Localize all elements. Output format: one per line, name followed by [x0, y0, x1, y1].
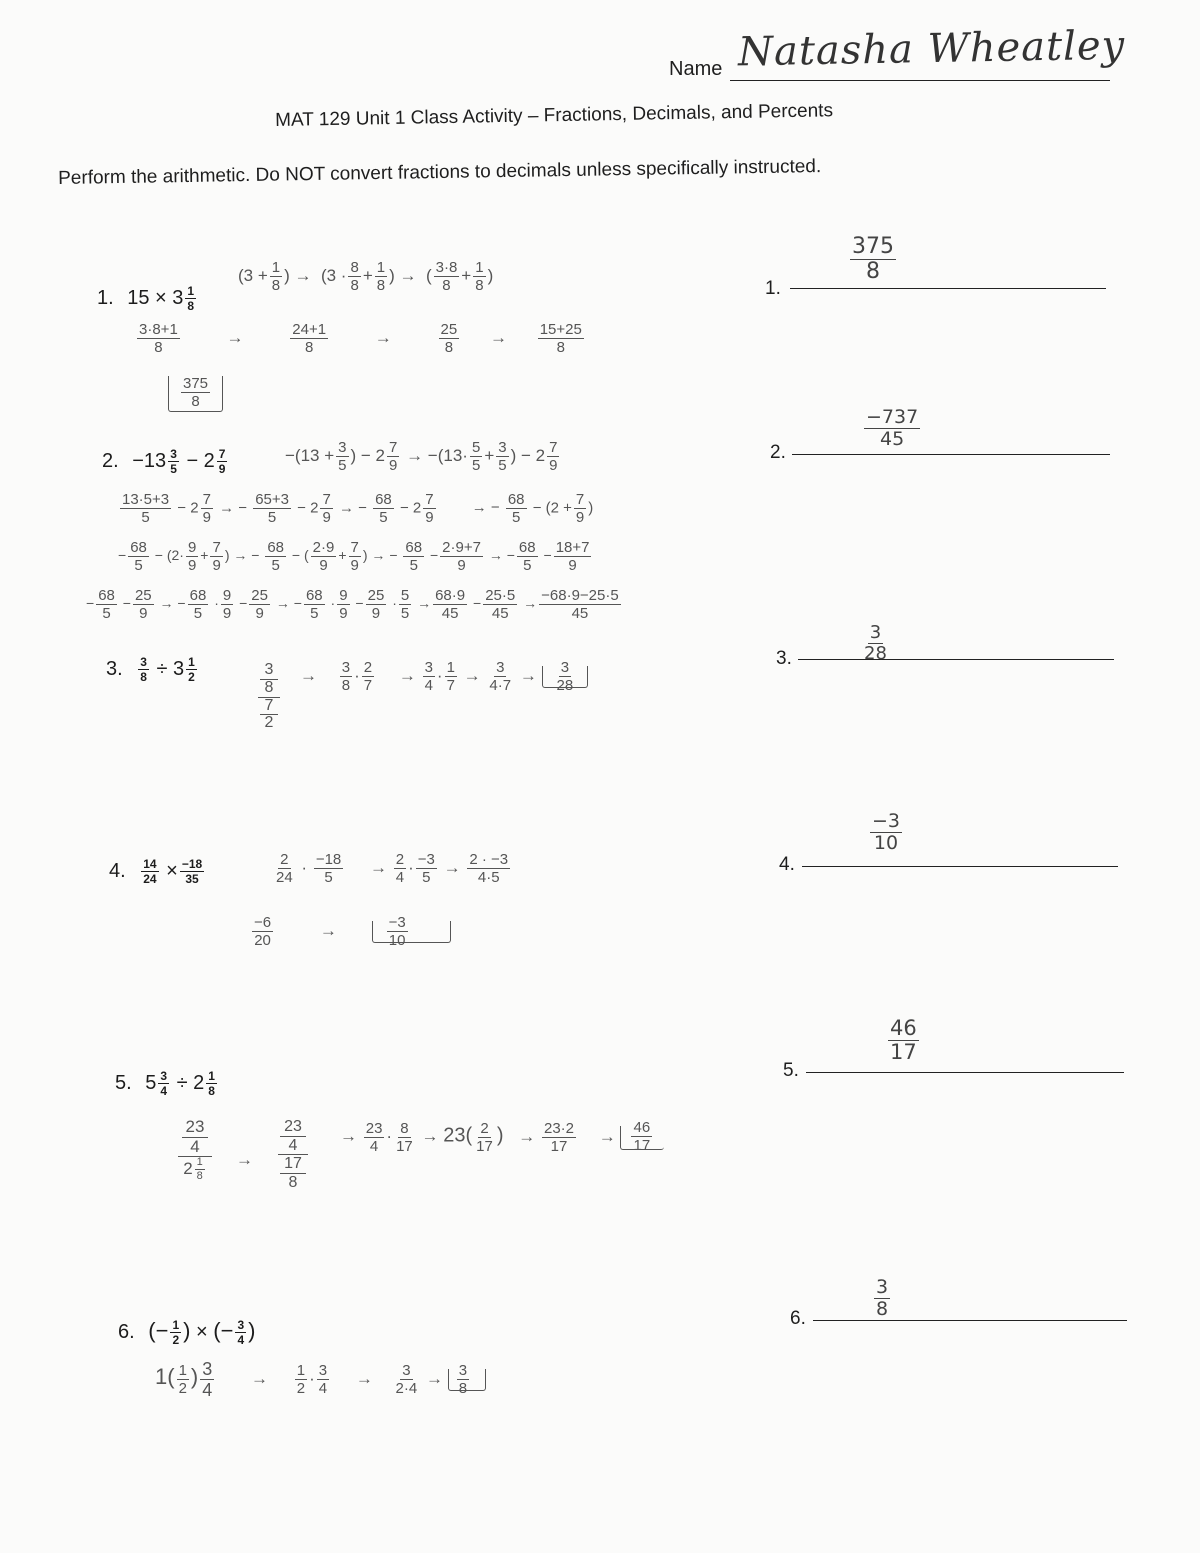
- work-line: 1( $\frac{1}{2}$ ) $\frac{3}{4}$ → $\frac{1}{2}$ · $\frac{3}{4}$ → $\frac{3}{2\cdot 4}$ → $\frac{3}{8}$: [155, 1360, 486, 1399]
- answer-value: $\frac{-3}{10}$: [872, 810, 901, 854]
- expression: 5 $\frac{3}{4}$ ÷ 2 $\frac{1}{8}$: [145, 1069, 215, 1098]
- answer-line: [813, 1320, 1127, 1321]
- expression: $\frac{3}{8}$ ÷ 3 $\frac{1}{2}$: [140, 655, 195, 684]
- problem-number: 3.: [106, 657, 123, 680]
- problem-1: [97, 285, 198, 312]
- work-line: − $\frac{68}{5}$ − $\frac{25}{9}$ → − $\frac{68}{5}$ · $\frac{9}{9}$ − $\frac{25}{9}$ → − $\frac{68}{5}$ · $\frac{9}{9}$ − $\frac{25}{9}$ · $\frac{5}{5}$ → $\frac{68\cdot 9}{45}$ − $\frac{25\cdot 5}{45}$ → $\frac{-68\cdot 9-25\cdot 5}{45}$: [86, 587, 619, 622]
- answer-label: 3.: [776, 648, 792, 669]
- answer-value: $\frac{3}{28}$: [864, 622, 887, 664]
- answer-value: $\frac{375}{8}$: [852, 234, 894, 284]
- expression: (− $\frac{1}{2}$ ) × (− $\frac{3}{4}$ ): [148, 1318, 256, 1348]
- work-line: $\frac{13\cdot 5+3}{5}$ − 2 $\frac{7}{9}$ → − $\frac{65+3}{5}$ − 2 $\frac{7}{9}$ → − $\frac{68}{5}$ − 2 $\frac{7}{9}$ → − $\frac{68}{5}$ − (2 + $\frac{7}{9}$ ): [122, 491, 594, 526]
- student-name: Natasha Wheatley: [737, 22, 1126, 76]
- answer-line: [798, 659, 1114, 660]
- worksheet-title: MAT 129 Unit 1 Class Activity – Fractions, Decimals, and Percents: [275, 100, 834, 131]
- work-line: $\frac{-6}{20}$ → $\frac{-3}{10}$: [250, 915, 451, 948]
- name-label: Name: [669, 58, 723, 80]
- answer-line: [806, 1072, 1124, 1073]
- boxed-answer: $\frac{375}{8}$: [168, 376, 223, 412]
- answer-label: 5.: [783, 1060, 799, 1081]
- expression: −13 $\frac{3}{5}$ − 2 $\frac{7}{9}$: [132, 447, 226, 476]
- problem-2: [102, 448, 229, 475]
- problem-number: 4.: [109, 859, 126, 882]
- instructions: Perform the arithmetic. Do NOT convert fractions to decimals unless specifically instructed.: [58, 156, 822, 189]
- work-line: (3 + $\frac{1}{8}$ ) → (3 · $\frac{8}{8}$ + $\frac{1}{8}$ ) → ( $\frac{3\cdot 8}{8}$ + $\frac{1}{8}$ ): [238, 259, 494, 294]
- problem-number: 5.: [115, 1071, 132, 1094]
- arrow: →: [236, 1150, 253, 1169]
- problem-4: [109, 858, 206, 885]
- work-line: − $\frac{68}{5}$ − (2· $\frac{9}{9}$ + $\frac{7}{9}$ ) → − $\frac{68}{5}$ − ( $\frac{2\cdot 9}{9}$ + $\frac{7}{9}$ ) → − $\frac{68}{5}$ − $\frac{2\cdot 9+7}{9}$ → − $\frac{68}{5}$ − $\frac{18+7}{9}$: [118, 539, 590, 574]
- answer-line: [802, 866, 1118, 867]
- expression: 15 × 3 $\frac{1}{8}$: [127, 284, 195, 313]
- answer-label: 2.: [770, 442, 786, 463]
- complex-fraction: 23 4 17 8: [278, 1118, 308, 1191]
- name-underline: [730, 80, 1110, 81]
- complex-fraction: 3 8 7 2: [258, 662, 280, 732]
- problem-6: [118, 1318, 255, 1346]
- complex-fraction: 23 4 2 $\frac{1}{8}$: [178, 1118, 212, 1182]
- answer-label: 1.: [765, 278, 781, 299]
- work-line: → $\frac{3}{8}$ · $\frac{2}{7}$ → $\frac{3}{4}$ · $\frac{1}{7}$ → $\frac{3}{4\cdot 7}$ → $\frac{3}{28}$: [300, 660, 588, 693]
- answer-line: [792, 454, 1110, 455]
- problem-3: [106, 656, 199, 683]
- answer-label: 6.: [790, 1308, 806, 1329]
- problem-number: 2.: [102, 449, 119, 472]
- work-line: −(13 + $\frac{3}{5}$ ) − 2 $\frac{7}{9}$ → −(13· $\frac{5}{5}$ + $\frac{3}{5}$ ) − 2 $\frac{7}{9}$: [285, 439, 558, 474]
- expression: $\frac{14}{24}$ × $\frac{-18}{35}$: [143, 857, 203, 886]
- work-line: → $\frac{23}{4}$ · $\frac{8}{17}$ → 23( $\frac{2}{17}$ ) → $\frac{23\cdot 2}{17}$ → $\frac{46}{17}$: [340, 1120, 664, 1154]
- answer-label: 4.: [779, 854, 795, 875]
- answer-line: [790, 288, 1106, 289]
- answer-value: $\frac{-737}{45}$: [866, 406, 919, 450]
- answer-value: $\frac{3}{8}$: [876, 1276, 889, 1320]
- answer-value: $\frac{46}{17}$: [890, 1016, 917, 1064]
- problem-number: 6.: [118, 1321, 135, 1343]
- problem-5: [115, 1070, 219, 1097]
- work-line: $\frac{2}{24}$ · $\frac{-18}{5}$ → $\frac{2}{4}$ · $\frac{-3}{5}$ → $\frac{2 \cdot -3}{4\cdot 5}$: [276, 851, 509, 886]
- problem-number: 1.: [97, 286, 114, 309]
- work-line: $\frac{3\cdot 8+1}{8}$ → $\frac{24+1}{8}$ → $\frac{25}{8}$ → $\frac{15+25}{8}$: [139, 321, 582, 356]
